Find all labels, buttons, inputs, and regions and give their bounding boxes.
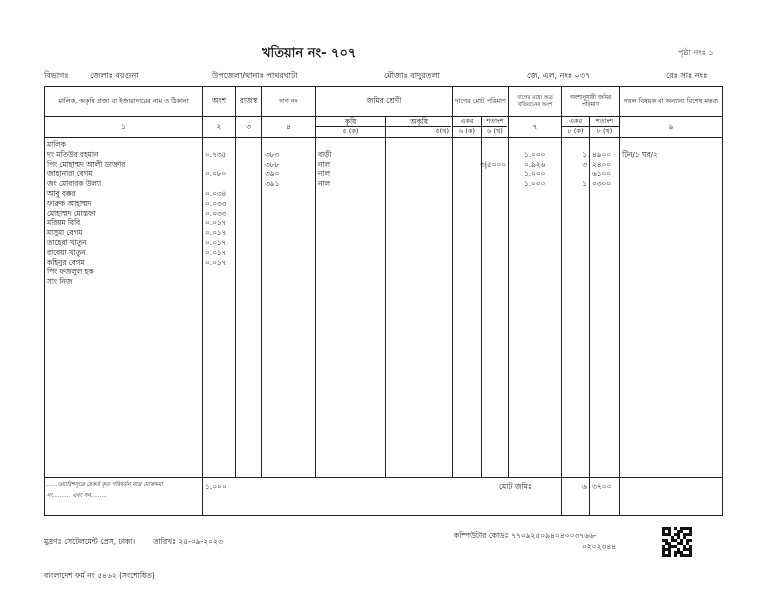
header-owner: মালিক, অকৃষি প্রজা বা ইজারাদারের নাম ও ঠিকানা bbox=[58, 96, 189, 105]
remarks-list: টিন/১ ঘর/২ bbox=[622, 149, 658, 159]
colnum-3: ৩ bbox=[246, 121, 251, 131]
header-share-land: অংশানুযায়ী জমির পরিমাণ bbox=[569, 95, 612, 108]
subheader-acre: একর bbox=[460, 117, 474, 126]
header-remarks: দখল বিষয়ক বা অন্যান্য বিশেষ মন্তব্য bbox=[624, 96, 718, 105]
dag-share-list: ১.০০০ ০.৯২৬ ১.০০০ ১.০০০ bbox=[524, 149, 546, 189]
owner-list: মালিক দং মতিউর রহমান পিং মোহাম্মদ আলী ডাক্তার জাহানারা বেগম জং মোবারক উল্যা আবু বক্কর ফারুক আহাম্মদ মোহাম্মদ মোস্তফা মরিয়ম বিবি মাসুমা বেগম তাহেরা খাতুন রাবেয়া খাতুন কহিনুর বেগম পিং ফজলুল হক সাং নিজ bbox=[47, 140, 126, 287]
header-share: অংশ bbox=[211, 96, 227, 106]
rs-number: রেঃ সাঃ নংঃ bbox=[666, 71, 708, 80]
khatian-title: খতিয়ান নং- ৭০৭ bbox=[262, 46, 357, 61]
share-total: ১.০০০ bbox=[205, 482, 227, 491]
colnum-9: ৯ bbox=[668, 121, 674, 131]
footer-note-line2: নং.......... এবং সন......... bbox=[47, 493, 107, 499]
district: জেলাঃ বরগুনা bbox=[90, 71, 139, 80]
subheader-shotangsho: শতাংশ bbox=[486, 117, 504, 126]
colnum-1: ১ bbox=[121, 121, 126, 131]
subheader-agri: কৃষি bbox=[344, 116, 357, 126]
form-number: বাংলাদেশ ফর্ম নং ৫৪৬২ (সংশোধিত) bbox=[44, 571, 155, 580]
qr-code-icon bbox=[662, 527, 692, 557]
subheader-non-agri: অকৃষি bbox=[409, 116, 429, 126]
agri-class-list: বাড়ী নাল নাল নাল bbox=[318, 149, 332, 189]
colnum-7: ৭ bbox=[532, 121, 538, 131]
dag-total-shot-list: ৩|৫০০০ bbox=[479, 159, 506, 169]
colnum-5a: ৫ (ক) bbox=[342, 127, 359, 136]
colnum-6b: ৬ (খ) bbox=[487, 127, 503, 136]
upazila: উপজেলা/থানাঃ পাথরঘাটা bbox=[212, 71, 298, 80]
header-land-class: জমির শ্রেণী bbox=[366, 96, 402, 106]
header-dag-no: দাগ নং bbox=[279, 96, 298, 105]
printer-info: মুদ্রণঃ সেটেলমেন্ট প্রেস, ঢাকা। bbox=[44, 537, 136, 546]
colnum-4: ৪ bbox=[286, 121, 291, 131]
header-dag-total: দাগের মোট পরিমাণ bbox=[455, 96, 506, 105]
footer-note-line1: ......ওয়ারিশসূত্রে রেকর্ড কৃত পরিবর্তন মাত্র মোকদ্দমা bbox=[47, 482, 163, 488]
dag-number-list: ৩৮৩ ৩৮৮ ৩৯০ ৩৯১ bbox=[265, 149, 280, 189]
total-shot: ৩৭০০ bbox=[592, 482, 612, 491]
division: বিভাগঃ bbox=[44, 71, 69, 80]
colnum-5b: ৫(খ) bbox=[435, 127, 449, 136]
header-dag-share: দাগের মধ্যে অত্র খতিয়ানের অংশ bbox=[517, 95, 553, 108]
jl-number: জে, এল, নংঃ ০৩৭ bbox=[527, 71, 591, 80]
subheader-shotangsho-2: শতাংশ bbox=[595, 117, 614, 126]
colnum-2: ২ bbox=[216, 121, 222, 131]
share-shot-list: ৪৯০০ ২৪০০ ৬১০০ ০৩০০ bbox=[592, 149, 611, 189]
total-land-label: মোট জমিঃ bbox=[499, 482, 532, 491]
total-acre: ৬ bbox=[582, 482, 587, 491]
mouza: মৌজাঃ বাদুরতলা bbox=[384, 71, 440, 80]
computer-code: কম্পিউটার কোডঃ ৭৭০৯২৫০৯৪০৪০০৩৭৬৬- bbox=[454, 531, 597, 540]
header-revenue: রাজস্ব bbox=[239, 96, 258, 106]
computer-code-line2: ০২০২৩৪৪ bbox=[582, 542, 617, 551]
share-list: ০.৭৩৫ ০.০৮০ ০.০৩৪ ০.০৩৩ ০.০৩৩ ০.০১৭ ০.০১৭ ০.০১৭ ০.০১৭ ০.০১৭ bbox=[205, 149, 227, 267]
page-number: পৃষ্ঠা নংঃ ১ bbox=[678, 48, 714, 57]
colnum-8b: ৮ (খ) bbox=[596, 127, 613, 136]
colnum-8a: ৮ (ক) bbox=[567, 127, 584, 136]
print-date: তারিখঃ ২৫-০৯-২০২৩ bbox=[153, 537, 223, 546]
colnum-6a: ৬ (ক) bbox=[459, 127, 475, 136]
share-acre-list: ১ ৩ ১ bbox=[582, 149, 587, 189]
subheader-acre-2: একর bbox=[568, 117, 583, 126]
